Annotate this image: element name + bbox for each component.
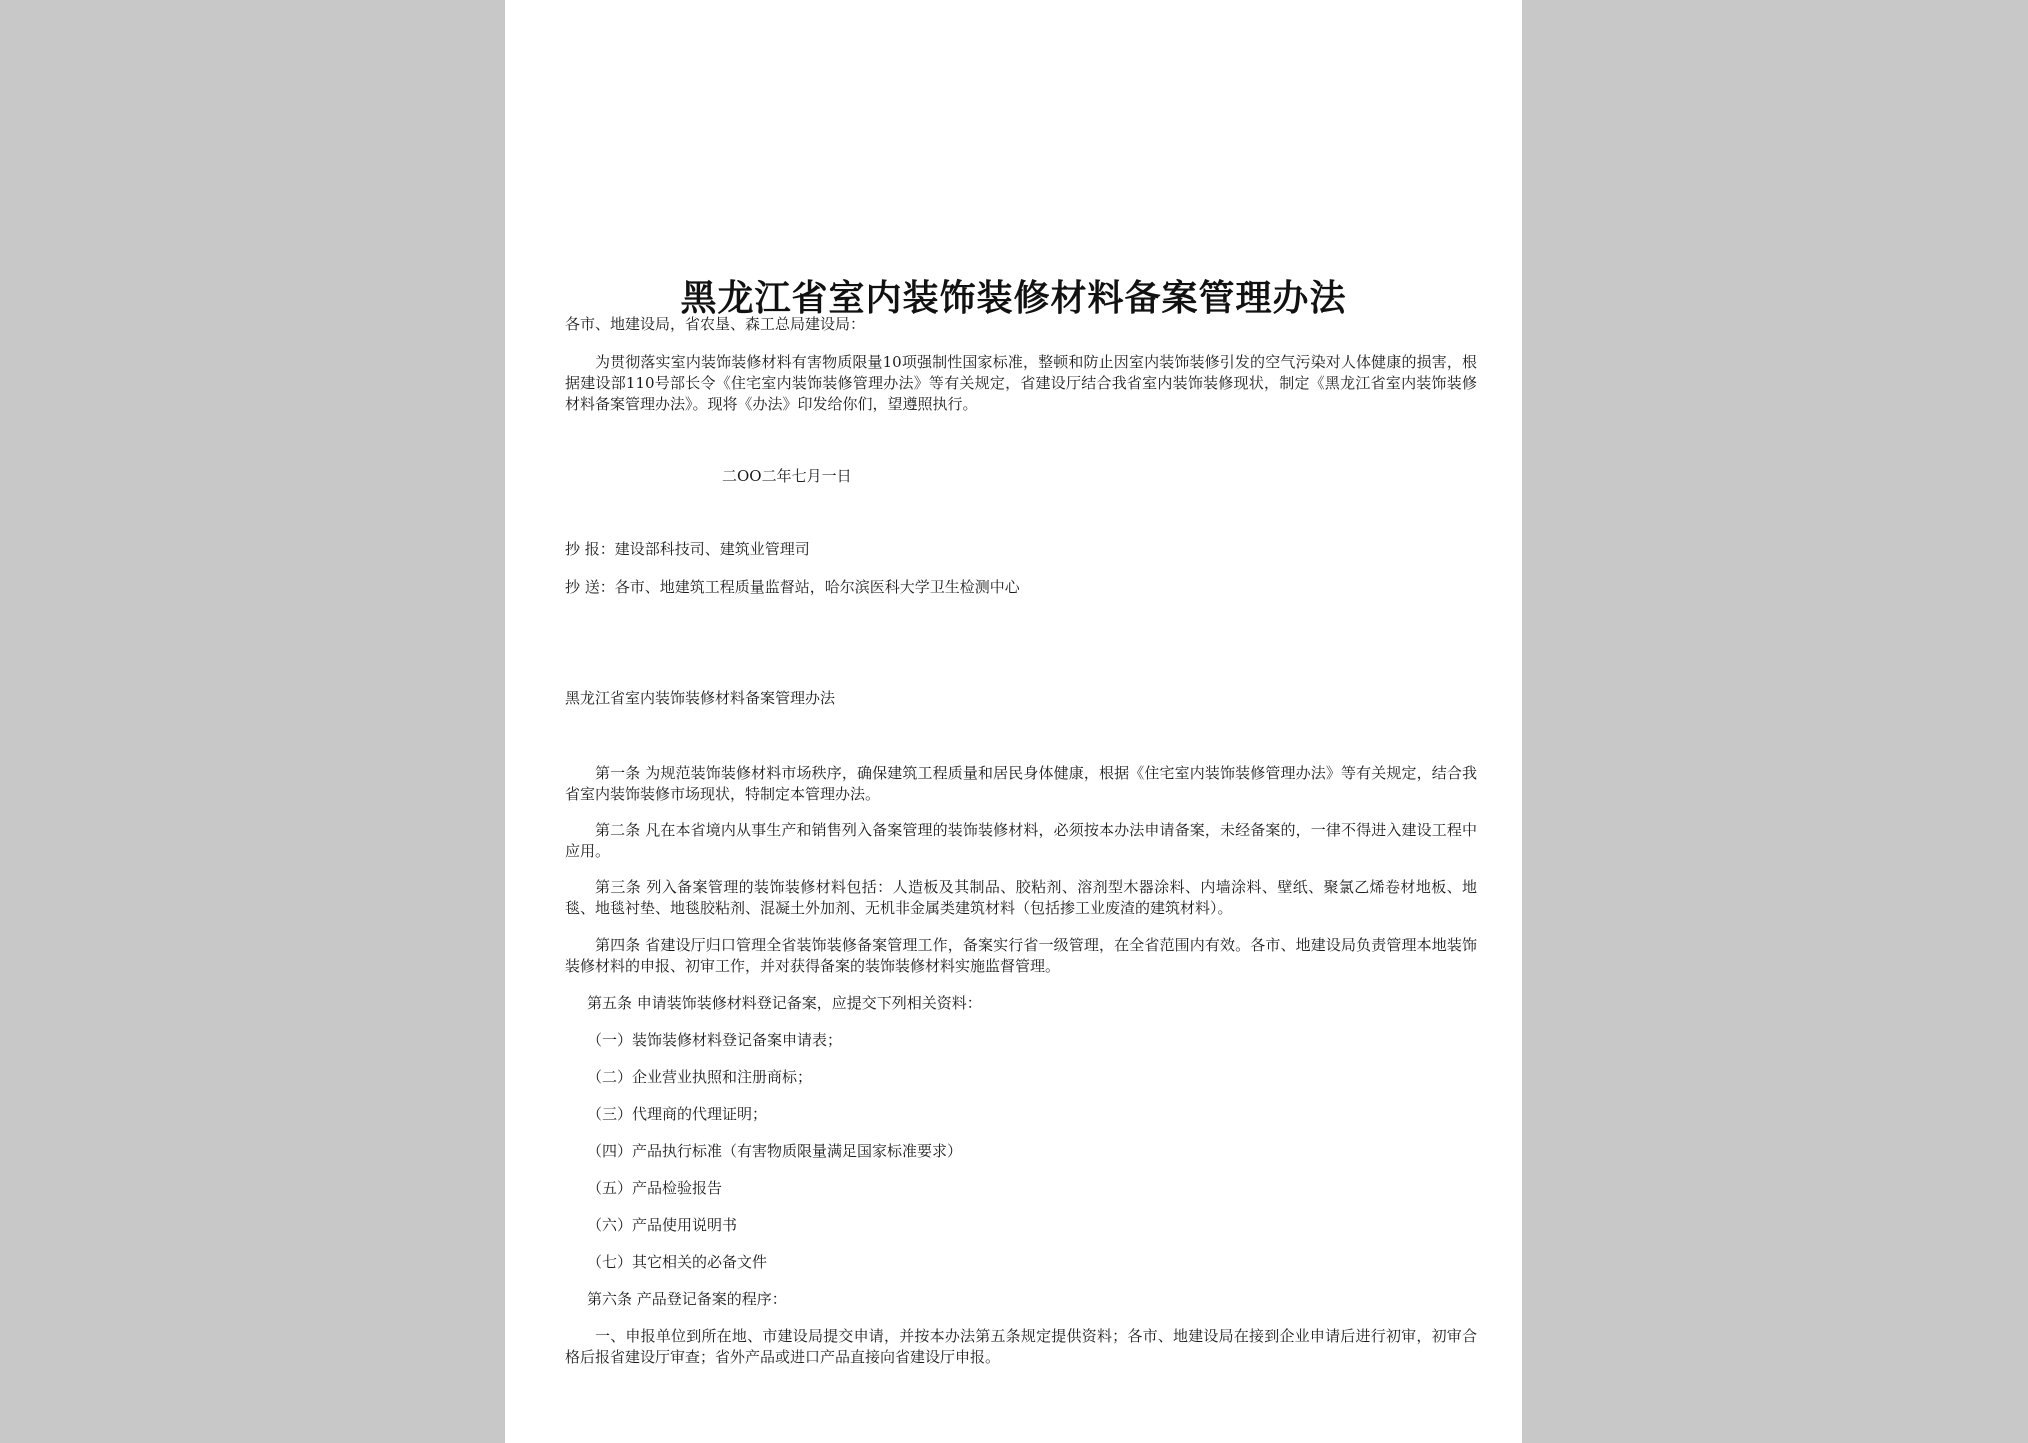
list-item: （六）产品使用说明书 xyxy=(587,1216,738,1234)
list-item: （三）代理商的代理证明； xyxy=(587,1105,768,1123)
addressee: 各市、地建设局，省农垦、森工总局建设局： xyxy=(565,315,866,333)
cc-report: 抄 报：建设部科技司、建筑业管理司 xyxy=(565,540,810,558)
issue-date: 二OO二年七月一日 xyxy=(722,467,852,485)
article-2: 第二条 凡在本省境内从事生产和销售列入备案管理的装饰装修材料，必须按本办法申请备案，未经备案的，一律不得进入建设工程中应用。 xyxy=(565,821,1477,860)
cc-send: 抄 送：各市、地建筑工程质量监督站，哈尔滨医科大学卫生检测中心 xyxy=(565,578,1020,596)
step-1: 一、申报单位到所在地、市建设局提交申请，并按本办法第五条规定提供资料；各市、地建设局在接到企业申请后进行初审，初审合格后报省建设厅审查；省外产品或进口产品直接向省建设厅申报。 xyxy=(565,1327,1477,1366)
article-3: 第三条 列入备案管理的装饰装修材料包括：人造板及其制品、胶粘剂、溶剂型木器涂料、内墙涂料、壁纸、聚氯乙烯卷材地板、地毯、地毯衬垫、地毯胶粘剂、混凝土外加剂、无机非金属类建筑材料（包括掺工业废渣的建筑材料）。 xyxy=(565,878,1477,917)
list-item: （一）装饰装修材料登记备案申请表； xyxy=(587,1031,843,1049)
article-4: 第四条 省建设厅归口管理全省装饰装修备案管理工作，备案实行省一级管理，在全省范围内有效。各市、地建设局负责管理本地装饰装修材料的申报、初审工作，并对获得备案的装饰装修材料实施监督管理。 xyxy=(565,936,1477,975)
body-subtitle: 黑龙江省室内装饰装修材料备案管理办法 xyxy=(565,689,836,707)
document-title: 黑龙江省室内装饰装修材料备案管理办法 xyxy=(680,278,1347,319)
article-1: 第一条 为规范装饰装修材料市场秩序，确保建筑工程质量和居民身体健康，根据《住宅室内装饰装修管理办法》等有关规定，结合我省室内装饰装修市场现状，特制定本管理办法。 xyxy=(565,764,1477,803)
intro-paragraph: 为贯彻落实室内装饰装修材料有害物质限量10项强制性国家标准，整顿和防止因室内装饰装修引发的空气污染对人体健康的损害，根据建设部110号部长令《住宅室内装饰装修管理办法》等有关规定，省建设厅结合我省室内装饰装修现状，制定《黑龙江省室内装饰装修材料备案管理办法》。现将《办法》印发给你们，望遵照执行。 xyxy=(565,353,1477,413)
list-item: （四）产品执行标准（有害物质限量满足国家标准要求） xyxy=(587,1142,963,1160)
article-6: 第六条 产品登记备案的程序： xyxy=(587,1290,787,1308)
list-item: （七）其它相关的必备文件 xyxy=(587,1253,768,1271)
list-item: （二）企业营业执照和注册商标； xyxy=(587,1068,813,1086)
document-page xyxy=(505,0,1522,1443)
article-5: 第五条 申请装饰装修材料登记备案，应提交下列相关资料： xyxy=(587,994,982,1012)
list-item: （五）产品检验报告 xyxy=(587,1179,723,1197)
